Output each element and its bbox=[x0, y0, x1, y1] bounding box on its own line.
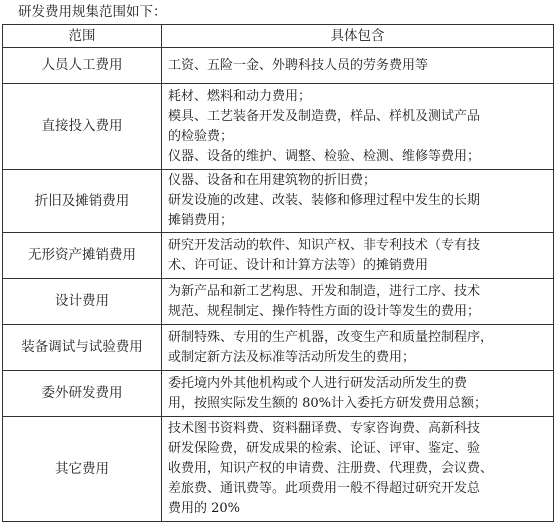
detail-line: 仪器、设备和在用建筑物的折旧费； bbox=[168, 173, 377, 188]
table-row bbox=[3, 417, 554, 522]
category-cell: 其它费用 bbox=[3, 417, 162, 522]
category-cell: 装备调试与试验费用 bbox=[3, 325, 162, 371]
detail-line: 为新产品和新工艺构思、开发和制造，进行工序、技术 bbox=[168, 283, 481, 299]
category-cell: 直接投入费用 bbox=[3, 84, 162, 170]
rd-expense-scope-table bbox=[2, 24, 554, 522]
detail-line: 仪器、设备的维护、调整、检验、检测、维修等费用； bbox=[168, 148, 481, 164]
category-cell: 无形资产摊销费用 bbox=[3, 233, 162, 279]
detail-cell bbox=[162, 84, 554, 170]
detail-line: 的检验费； bbox=[168, 128, 234, 144]
detail-cell bbox=[162, 325, 554, 371]
detail-line: 工资、五险一金、外聘科技人员的劳务费用等 bbox=[168, 57, 429, 73]
detail-cell bbox=[162, 279, 554, 325]
category-cell: 设计费用 bbox=[3, 279, 162, 325]
header-scope: 范围 bbox=[3, 25, 162, 48]
table-caption: 研发费用规集范围如下： bbox=[18, 4, 167, 20]
detail-cell bbox=[162, 233, 554, 279]
detail-line: 研究开发活动的软件、知识产权、非专利技术（专有技 bbox=[168, 237, 481, 253]
header-contents: 具体包含 bbox=[162, 25, 554, 48]
detail-cell bbox=[162, 170, 554, 233]
table-row bbox=[3, 170, 554, 233]
detail-line: 差旅费、通讯费等。此项费用一般不得超过研究开发总 bbox=[168, 481, 481, 496]
detail-line: 委托境内外其他机构或个人进行研发活动所发生的费 bbox=[168, 375, 468, 391]
detail-line: 研发保险费，研发成果的检索、论证、评审、鉴定、验 bbox=[168, 441, 481, 456]
detail-line: 术、许可证、设计和计算方法等）的摊销费用 bbox=[168, 257, 429, 273]
detail-line: 技术图书资料费、资料翻译费、专家咨询费、高新科技 bbox=[168, 421, 481, 436]
table-row bbox=[3, 48, 554, 84]
table-row bbox=[3, 279, 554, 325]
detail-line: 模具、工艺装备开发及制造费，样品、样机及测试产品 bbox=[168, 108, 481, 124]
table-row bbox=[3, 371, 554, 417]
table-header-row bbox=[3, 25, 554, 48]
detail-cell bbox=[162, 371, 554, 417]
detail-line: 研制特殊、专用的生产机器，改变生产和质量控制程序， bbox=[168, 329, 494, 345]
detail-line: 或制定新方法及标准等活动所发生的费用； bbox=[168, 349, 416, 365]
detail-line: 规范、规程制定、操作特性方面的设计等发生的费用； bbox=[168, 303, 481, 319]
detail-cell bbox=[162, 417, 554, 522]
table-row bbox=[3, 84, 554, 170]
category-cell: 委外研发费用 bbox=[3, 371, 162, 417]
detail-line: 摊销费用； bbox=[168, 213, 234, 228]
table-row bbox=[3, 233, 554, 279]
detail-cell bbox=[162, 48, 554, 84]
table-row bbox=[3, 325, 554, 371]
category-cell: 折旧及摊销费用 bbox=[3, 170, 162, 233]
detail-line: 耗材、燃料和动力费用； bbox=[168, 88, 312, 104]
detail-line: 费用的 20% bbox=[168, 501, 241, 516]
detail-line: 研发设施的改建、改装、装修和修理过程中发生的长期 bbox=[168, 193, 481, 208]
category-cell: 人员人工费用 bbox=[3, 48, 162, 84]
detail-line: 收费用，知识产权的申请费、注册费、代理费，会议费、 bbox=[168, 461, 494, 476]
detail-line: 用，按照实际发生额的 80%计入委托方研发费用总额； bbox=[168, 395, 488, 411]
